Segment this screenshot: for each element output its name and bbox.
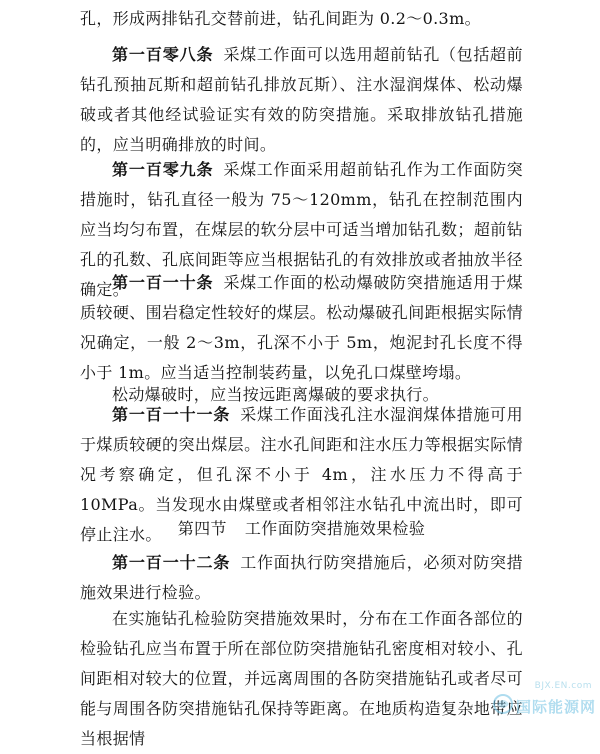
final-paragraph-text: 在实施钻孔检验防突措施效果时，分布在工作面各部位的检验钻孔应当布置于所在部位防突措施钻孔密度相对较小、孔间距相对较大的位置，并远离周围的各防突措施钻孔或者尽可能与周围各防突措施钻孔保持等距离。在地质构造复杂地带应当根据情 [80, 609, 523, 748]
final-paragraph [80, 604, 523, 754]
article-110-number: 第一百一十条 [112, 273, 214, 292]
continuation-text: 孔，形成两排钻孔交替前进，钻孔间距为 0.2～0.3m。 [80, 9, 481, 28]
article-108-number: 第一百零八条 [112, 45, 214, 64]
watermark-logo-icon [492, 693, 514, 715]
watermark-small-text: BJX.EN.com [534, 681, 592, 691]
article-111-text: 采煤工作面浅孔注水湿润煤体措施可用于煤质较硬的突出煤层。注水孔间距和注水压力等根据实际情况考察确定，但孔深不小于 4m，注水压力不得高于 10MPa。当发现水由煤壁或者相邻注水钻孔中流出时，即可停止注水。 [80, 405, 524, 544]
article-108-paragraph [80, 40, 523, 160]
article-112-number: 第一百一十二条 [112, 553, 231, 572]
section-heading [80, 514, 523, 544]
article-111-number: 第一百一十一条 [112, 405, 231, 424]
section-number: 第四节 [177, 519, 227, 538]
article-108-text: 采煤工作面可以选用超前钻孔（包括超前钻孔预抽瓦斯和超前钻孔排放瓦斯）、注水湿润煤体、松动爆破或者其他经试验证实有效的防突措施。采取排放钻孔措施的，应当明确排放的时间。 [80, 45, 523, 154]
article-110-paragraph [80, 268, 523, 388]
article-110-text: 采煤工作面的松动爆破防突措施适用于煤质较硬、围岩稳定性较好的煤层。松动爆破孔间距根据实际情况确定，一般 2～3m，孔深不小于 5m，炮泥封孔长度不得小于 1m。应当适当控制装药量，以免孔口煤壁垮塌。 [80, 273, 523, 382]
article-109-text: 采煤工作面采用超前钻孔作为工作面防突措施时，钻孔直径一般为 75～120mm，钻孔在控制范围内应当均匀布置，在煤层的软分层中可适当增加钻孔数；超前钻孔的孔数、孔底间距等应当根据钻孔的有效排放或者抽放半径确定。 [80, 160, 523, 299]
watermark-main-text: 国际能源网 [515, 698, 596, 716]
continuation-paragraph [80, 4, 523, 34]
article-112-paragraph [80, 548, 523, 608]
article-112-text: 工作面执行防突措施后，必须对防突措施效果进行检验。 [80, 553, 524, 602]
article-109-number: 第一百零九条 [112, 160, 214, 179]
section-title: 工作面防突措施效果检验 [244, 519, 426, 538]
watermark [486, 681, 596, 717]
article-110-note-text: 松动爆破时，应当按远距离爆破的要求执行。 [112, 385, 440, 404]
